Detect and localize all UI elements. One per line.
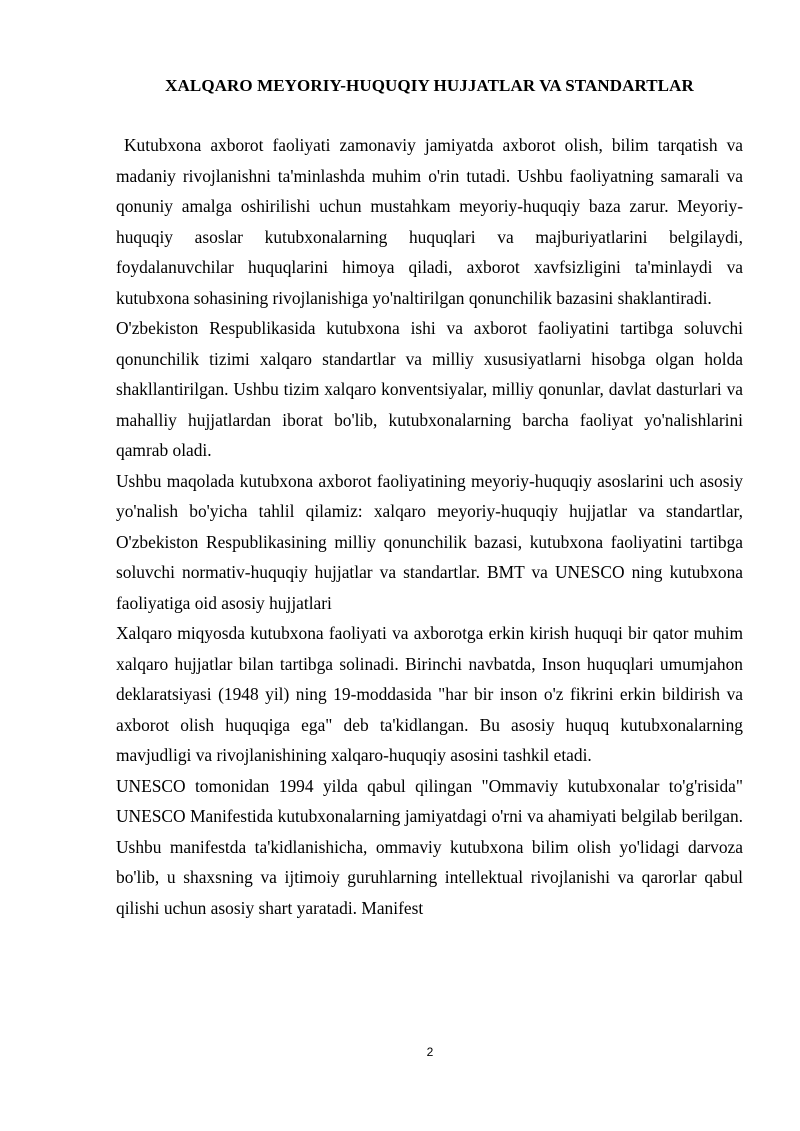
paragraph-intro: Kutubxona axborot faoliyati zamonaviy jamiyatda axborot olish, bilim tarqatish va madaniy rivojlanishni ta'minlashda muhim o'rin tutadi. Ushbu faoliyatning samarali va qonuniy amalga oshirilishi uchun mustahkam meyoriy-huquqiy baza zarur. Meyoriy-huquqiy asoslar kutubxonalarning huquqlari va majburiyatlarini belgilaydi, foydalanuvchilar huquqlarini himoya qiladi, axborot xavfsizligini ta'minlaydi va kutubxona sohasining rivojlanishiga yo'naltirilgan qonunchilik bazasini shaklantiradi. bbox=[116, 135, 743, 308]
paragraph-article-overview: Ushbu maqolada kutubxona axborot faoliyatining meyoriy-huquqiy asoslarini uch asosiy yo'nalish bo'yicha tahlil qilamiz: xalqaro meyoriy-huquqiy hujjatlar va standartlar, O'zbekiston Respublikasining milliy qonunchilik bazasi, kutubxona faoliyatini tartibga soluvchi normativ-huquqiy hujjatlar va standartlar. BMT va UNESCO ning kutubxona faoliyatiga oid asosiy hujjatlari bbox=[116, 470, 743, 613]
paragraph-unesco-manifesto: UNESCO tomonidan 1994 yilda qabul qilingan "Ommaviy kutubxonalar to'g'risida" UNESCO Manifestida kutubxonalarning jamiyatdagi o'rni va ahamiyati belgilab berilgan. Ushbu manifestda ta'kidlanishicha, ommaviy kutubxona bilim olish yo'lidagi darvoza bo'lib, u shaxsning va ijtimoiy guruhlarning intellektual rivojlanishi va qarorlar qabul qilishi uchun asosiy shart yaratadi. Manifest bbox=[116, 775, 743, 918]
document-body bbox=[116, 130, 743, 923]
page-number: 2 bbox=[426, 1045, 434, 1059]
paragraph-international-documents: Xalqaro miqyosda kutubxona faoliyati va axborotga erkin kirish huquqi bir qator muhim xalqaro hujjatlar bilan tartibga solinadi. Birinchi navbatda, Inson huquqlari umumjahon deklaratsiyasi (1948 yil) ning 19-moddasida "har bir inson o'z fikrini erkin bildirish va axborot olish huquqiga ega" deb ta'kidlangan. Bu asosiy huquq kutubxonalarning mavjudligi va rivojlanishining xalqaro-huquqiy asosini tashkil etadi. bbox=[116, 623, 743, 765]
document-title: XALQARO MEYORIY-HUQUQIY HUJJATLAR VA STANDARTLAR bbox=[165, 76, 694, 95]
paragraph-uzbekistan-legislation: O'zbekiston Respublikasida kutubxona ishi va axborot faoliyatini tartibga soluvchi qonunchilik tizimi xalqaro standartlar va milliy xususiyatlarni hisobga olgan holda shakllantirilgan. Ushbu tizim xalqaro konventsiyalar, milliy qonunlar, davlat dasturlari va mahalliy hujjatlardan iborat bo'lib, kutubxonalarning barcha faoliyat yo'nalishlarini qamrab oladi. bbox=[116, 318, 743, 460]
